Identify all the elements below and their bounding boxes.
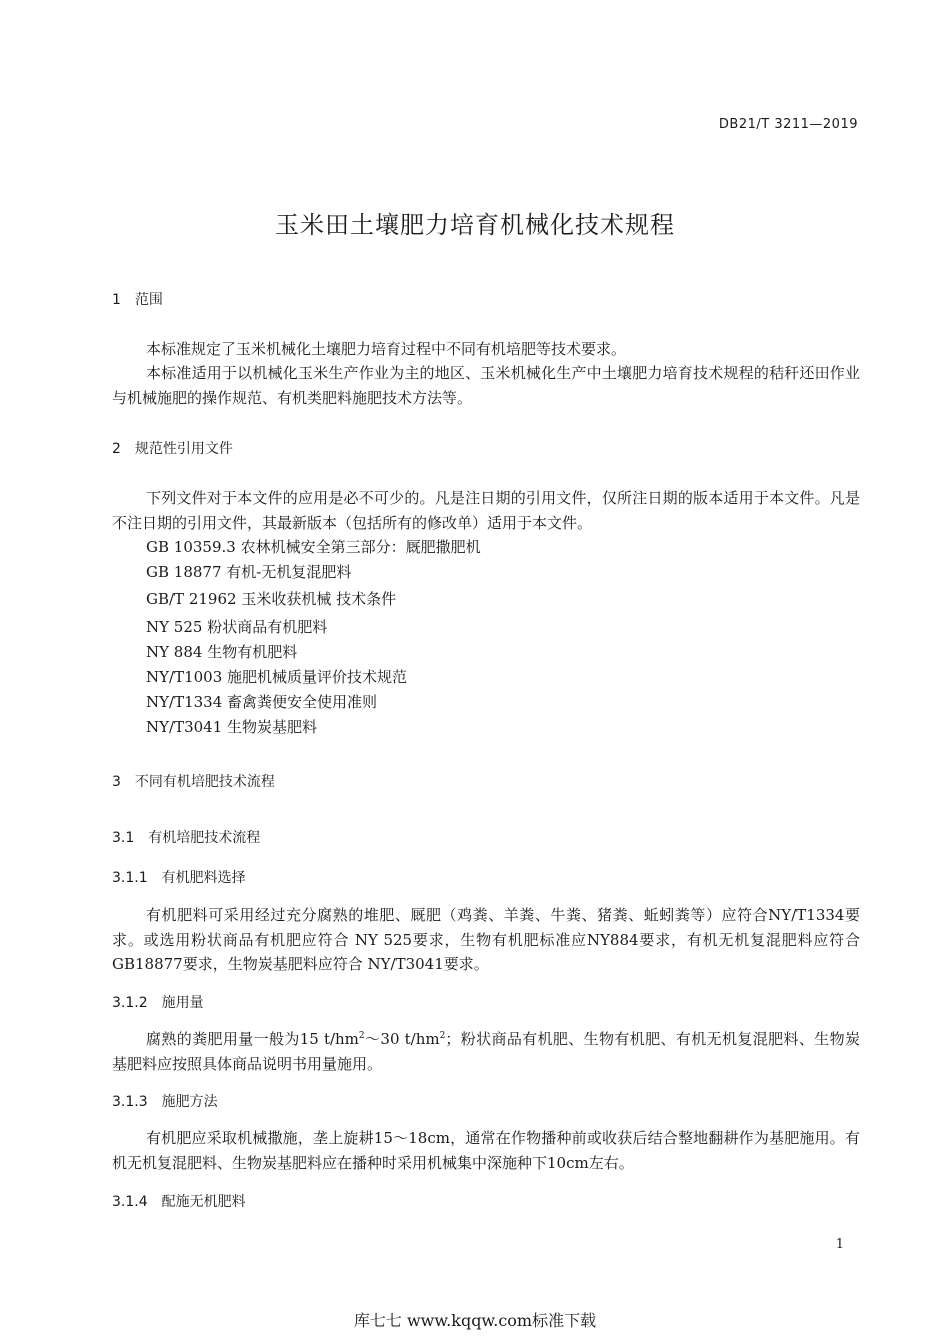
- reference-item: NY/T3041 生物炭基肥料: [146, 718, 318, 736]
- reference-item: GB 18877 有机-无机复混肥料: [146, 563, 352, 581]
- dosage-text: ；粉状商品有机肥、生物有机肥、有机无机复混肥料、生物炭基肥料应按照具体商品说明书用量施用。: [112, 1030, 860, 1073]
- page-number: 1: [835, 1237, 844, 1252]
- section-2-heading: [112, 438, 233, 458]
- dosage-text: 腐熟的粪肥用量一般为15 t/hm: [146, 1030, 359, 1048]
- section-title: 配施无机肥料: [161, 1194, 246, 1210]
- superscript: 2: [439, 1031, 446, 1041]
- section-number: 3.1.1: [112, 870, 148, 886]
- section-title: 范围: [134, 292, 163, 308]
- document-title: 玉米田土壤肥力培育机械化技术规程: [275, 211, 675, 239]
- section-3-1-heading: [112, 827, 260, 847]
- section-number: 3.1: [112, 830, 135, 846]
- section-3-1-3-heading: [112, 1091, 218, 1111]
- section-title: 施肥方法: [161, 1094, 218, 1110]
- section-title: 不同有机培肥技术流程: [134, 774, 275, 790]
- section-3-heading: [112, 771, 275, 791]
- dosage-text: ～30 t/hm: [364, 1030, 440, 1048]
- section-number: 3: [112, 774, 121, 790]
- section-1-paragraph-1: 本标准规定了玉米机械化土壤肥力培育过程中不同有机培肥等技术要求。: [146, 340, 627, 358]
- section-title: 施用量: [161, 995, 204, 1011]
- section-title: 有机肥料选择: [161, 870, 246, 886]
- section-3-1-1-text: 有机肥料可采用经过充分腐熟的堆肥、厩肥（鸡粪、羊粪、牛粪、猪粪、蚯蚓粪等）应符合NY/T1334要求。或选用粉状商品有机肥应符合 NY 525要求，生物有机肥标准应NY884要求，有机无机复混肥料应符合 GB18877要求，生物炭基肥料应符合 NY/T3041要求。: [112, 906, 860, 973]
- section-2-intro: 下列文件对于本文件的应用是必不可少的。凡是注日期的引用文件，仅所注日期的版本适用于本文件。凡是不注日期的引用文件，其最新版本（包括所有的修改单）适用于本文件。: [112, 489, 860, 532]
- section-number: 3.1.3: [112, 1094, 148, 1110]
- section-1-paragraph-2: 本标准适用于以机械化玉米生产作业为主的地区、玉米机械化生产中土壤肥力培育技术规程的秸秆还田作业与机械施肥的操作规范、有机类肥料施肥技术方法等。: [112, 364, 860, 407]
- section-number: 2: [112, 441, 121, 457]
- section-title: 规范性引用文件: [134, 441, 233, 457]
- section-3-1-3-text: 有机肥应采取机械撒施，垄上旋耕15～18cm，通常在作物播种前或收获后结合整地翻耕作为基肥施用。有机无机复混肥料、生物炭基肥料应在播种时采用机械集中深施种下10cm左右。: [112, 1129, 860, 1172]
- reference-item: NY/T1003 施肥机械质量评价技术规范: [146, 668, 408, 686]
- section-3-1-4-heading: [112, 1191, 246, 1211]
- reference-item: NY/T1334 畜禽粪便安全使用准则: [146, 693, 378, 711]
- reference-item: NY 884 生物有机肥料: [146, 643, 298, 661]
- section-3-1-2-text: [112, 1027, 860, 1076]
- reference-item: GB/T 21962 玉米收获机械 技术条件: [146, 590, 397, 608]
- section-3-1-2-heading: [112, 992, 204, 1012]
- section-number: 3.1.4: [112, 1194, 148, 1210]
- section-title: 有机培肥技术流程: [148, 830, 261, 846]
- reference-item: NY 525 粉状商品有机肥料: [146, 618, 328, 636]
- footer-watermark: 库七七 www.kqqw.com标准下载: [353, 1311, 597, 1330]
- section-3-1-1-heading: [112, 867, 246, 887]
- standard-code: DB21/T 3211—2019: [718, 117, 858, 132]
- superscript: 2: [358, 1031, 365, 1041]
- section-number: 3.1.2: [112, 995, 148, 1011]
- section-1-heading: [112, 289, 163, 309]
- reference-item: GB 10359.3 农林机械安全第三部分：厩肥撒肥机: [146, 538, 481, 556]
- section-number: 1: [112, 292, 121, 308]
